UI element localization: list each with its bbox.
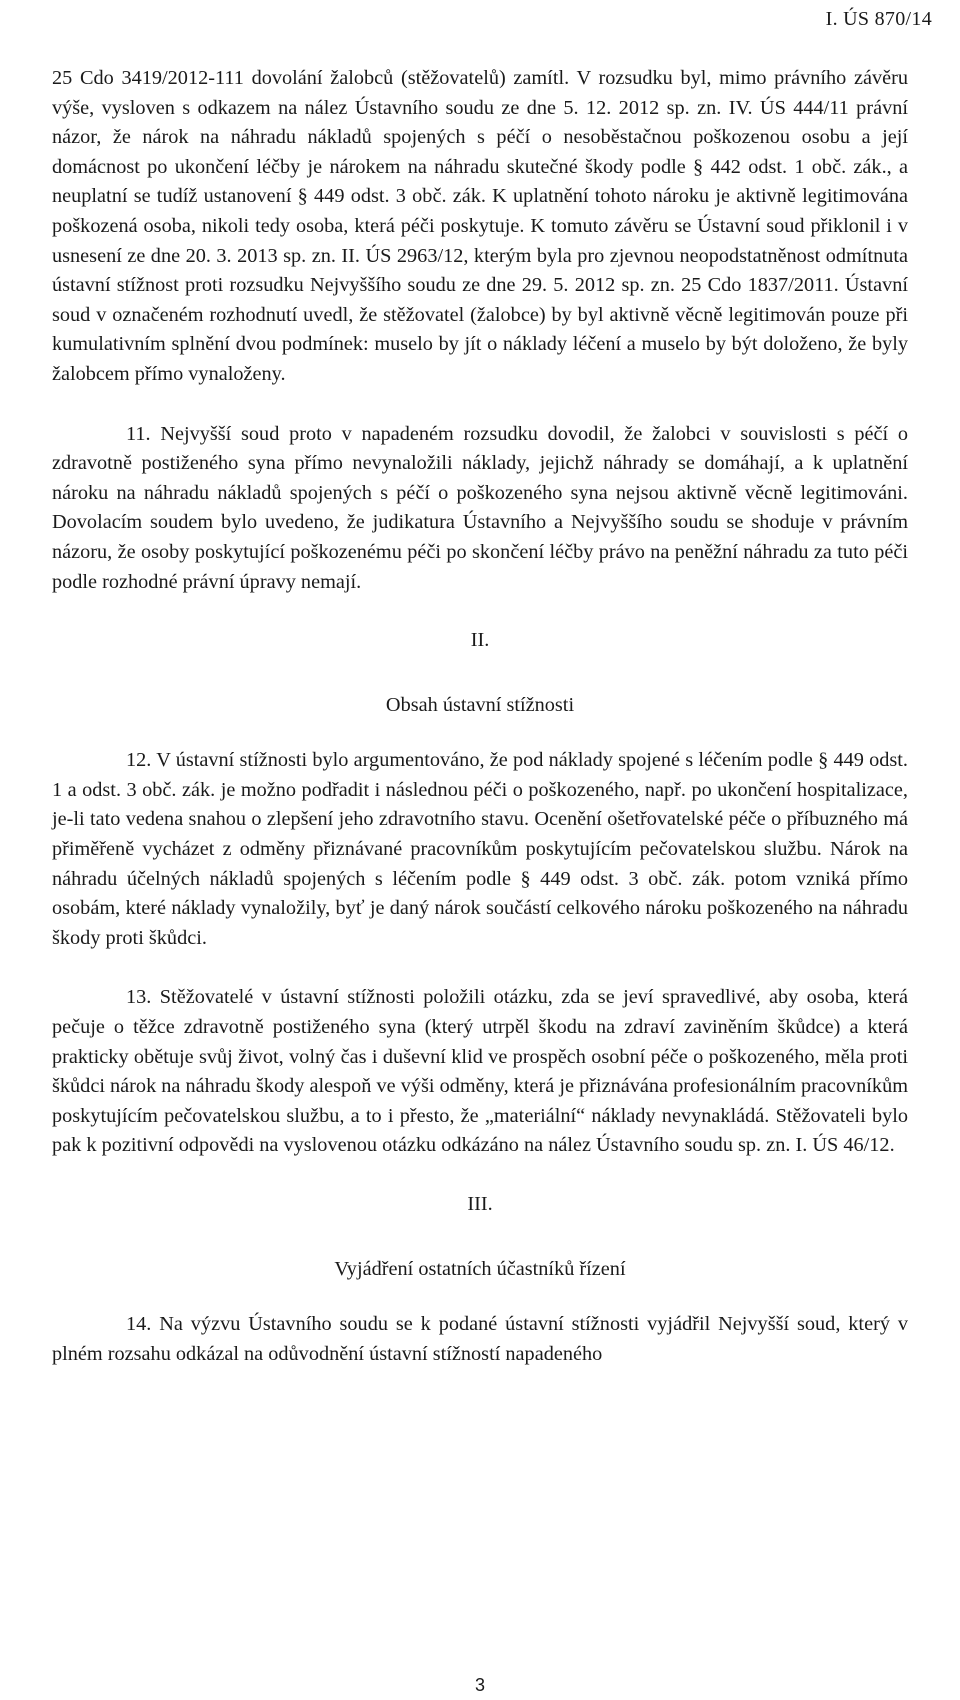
- paragraph-14: 14. Na výzvu Ústavního soudu se k podané ústavní stížnosti vyjádřil Nejvyšší soud, který v plném rozsahu odkázal na odůvodnění ústavní stížností napadeného: [52, 1313, 908, 1365]
- document-body: [52, 64, 908, 1369]
- case-reference: I. ÚS 870/14: [825, 8, 932, 30]
- paragraph-spacer: [52, 390, 908, 420]
- section-numeral-3: III.: [467, 1193, 493, 1215]
- paragraph-spacer: [52, 953, 908, 983]
- paragraph-12: 12. V ústavní stížnosti bylo argumentováno, že pod náklady spojené s léčením podle § 449 odst. 1 a odst. 3 obč. zák. je možno podřadit i následnou péči o poškozeného, např. po ukončení hospitalizace, je-li tato vedena snahou o zlepšení jeho zdravotního stavu. Ocenění ošetřovatelské péče o příbuzného má přiměřeně vycházet z odměny přiznávané pracovníkům poskytujícím pečovatelskou službu. Nárok na náhradu účelných nákladů spojených s léčením podle § 449 odst. 3 obč. zák. potom vzniká přímo osobám, které náklady vynaložily, byť je daný nárok součástí celkového nároku poškozeného na náhradu škody proti škůdci.: [52, 749, 908, 949]
- paragraph-13: 13. Stěžovatelé v ústavní stížnosti položili otázku, zda se jeví spravedlivé, aby osoba, která pečuje o těžce zdravotně postiženého syna (který utrpěl škodu na zdraví zaviněním škůdce) a která prakticky obětuje svůj život, volný čas i duševní klid ve prospěch osobní péče o poškozeného, měla proti škůdci nárok na náhradu škody alespoň ve výši odměny, která je přiznávána profesionálním pracovníkům poskytujícím pečovatelskou službu, a to i přesto, že „materiální“ náklady nevynakládá. Stěžovateli bylo pak k pozitivní odpovědi na vyslovenou otázku odkázáno na nález Ústavního soudu sp. zn. I. ÚS 46/12.: [52, 986, 908, 1157]
- paragraph-11: 11. Nejvyšší soud proto v napadeném rozsudku dovodil, že žalobci v souvislosti s péčí o zdravotně postiženého syna přímo nevynaložili náklady, jejichž náhrady se domáhají, a k uplatnění nároku na náhradu nákladů spojených s péčí o poškozeného syna nejsou aktivně věcně legitimováni. Dovolacím soudem bylo uvedeno, že judikatura Ústavního a Nejvyššího soudu se shoduje v právním názoru, že osoby poskytující poškozenému péči po skončení léčby právo na peněžní náhradu za tuto péči podle rozhodné právní úpravy nemají.: [52, 422, 908, 593]
- page-number: 3: [474, 1675, 485, 1695]
- section-title-2: Obsah ústavní stížnosti: [385, 693, 575, 716]
- paragraph-10-continuation: 25 Cdo 3419/2012-111 dovolání žalobců (stěžovatelů) zamítl. V rozsudku byl, mimo právního závěru výše, vysloven s odkazem na nález Ústavního soudu ze dne 5. 12. 2012 sp. zn. IV. ÚS 444/11 právní názor, že nárok na náhradu nákladů spojených s péčí o nesoběstačnou poškozenou osobu a její domácnost po ukončení léčby je nárokem na náhradu skutečné škody podle § 442 odst. 1 obč. zák., a neuplatní se tudíž ustanovení § 449 odst. 3 obč. zák. K uplatnění tohoto nároku je aktivně legitimována poškozená osoba, nikoli tedy osoba, která péči poskytuje. K tomuto závěru se Ústavní soud přiklonil i v usnesení ze dne 20. 3. 2013 sp. zn. II. ÚS 2963/12, kterým byla pro zjevnou neopodstatněnost odmítnuta ústavní stížnost proti rozsudku Nejvyššího soudu ze dne 29. 5. 2012 sp. zn. 25 Cdo 1837/2011. Ústavní soud v označeném rozhodnutí uvedl, že stěžovatel (žalobce) by byl aktivně věcně legitimován pouze při kumulativním splnění dvou podmínek: muselo by jít o náklady léčení a muselo by být doloženo, že byly žalobcem přímo vynaloženy.: [52, 67, 908, 385]
- section-numeral-2: II.: [470, 629, 490, 652]
- section-title-3: Vyjádření ostatních účastníků řízení: [334, 1257, 626, 1280]
